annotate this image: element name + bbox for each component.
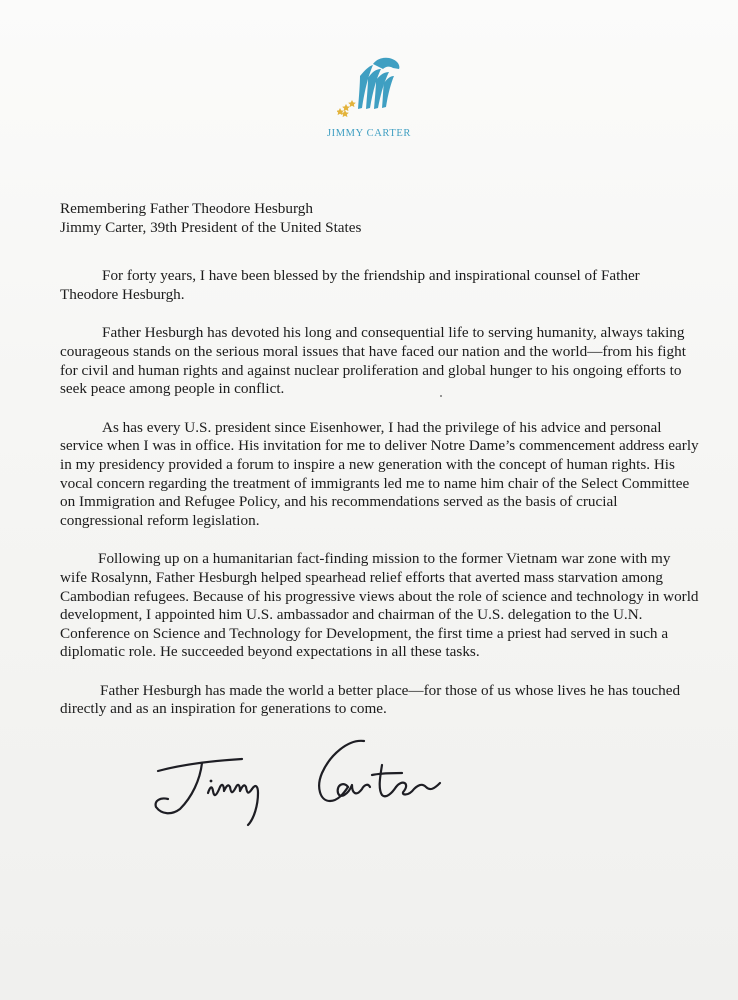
letterhead-name: JIMMY CARTER	[326, 128, 412, 139]
paragraph-3: As has every U.S. president since Eisenhower, I had the privilege of his advice and personal service when I was in office. His invitation for me to deliver Notre Dame’s commencement address early in my presidency provided a forum to inspire a new generation with the concept of human rights. His vocal concern regarding the treatment of immigrants led me to name him chair of the Select Committee on Immigration and Refugee Policy, and his recommendations served as the basis of crucial congressional reform legislation.	[60, 418, 699, 529]
letter-body	[60, 200, 700, 739]
eagle-stars-icon	[337, 52, 401, 118]
letter-title: Remembering Father Theodore Hesburgh	[60, 200, 313, 217]
paragraph-2: Father Hesburgh has devoted his long and consequential life to serving humanity, always taking courageous stands on the serious moral issues that have faced our nation and the world—from his fight for civil and human rights and against nuclear proliferation and global hunger to his ongoing efforts to seek peace among people in conflict.	[60, 324, 686, 398]
paragraph-5: Father Hesburgh has made the world a better place—for those of us whose lives he has touched directly and as an inspiration for generations to come.	[60, 681, 681, 718]
letterhead	[0, 52, 738, 139]
ink-speck	[440, 395, 442, 397]
paragraph-4: Following up on a humanitarian fact-finding mission to the former Vietnam war zone with my wife Rosalynn, Father Hesburgh helped spearhead relief efforts that averted mass starvation among Cambodian refugees. Because of his progressive views about the role of science and technology in world development, I appointed him U.S. ambassador and chairman of the U.S. delegation to the U.N. Conference on Science and Technology for Development, the first time a priest had served in such a diplomatic role. He succeeded beyond expectations in all these tasks.	[60, 550, 699, 661]
handwritten-signature-icon	[150, 735, 450, 835]
letter-author-line: Jimmy Carter, 39th President of the United States	[60, 218, 362, 236]
paragraph-1: For forty years, I have been blessed by the friendship and inspirational counsel of Father Theodore Hesburgh.	[60, 267, 640, 303]
